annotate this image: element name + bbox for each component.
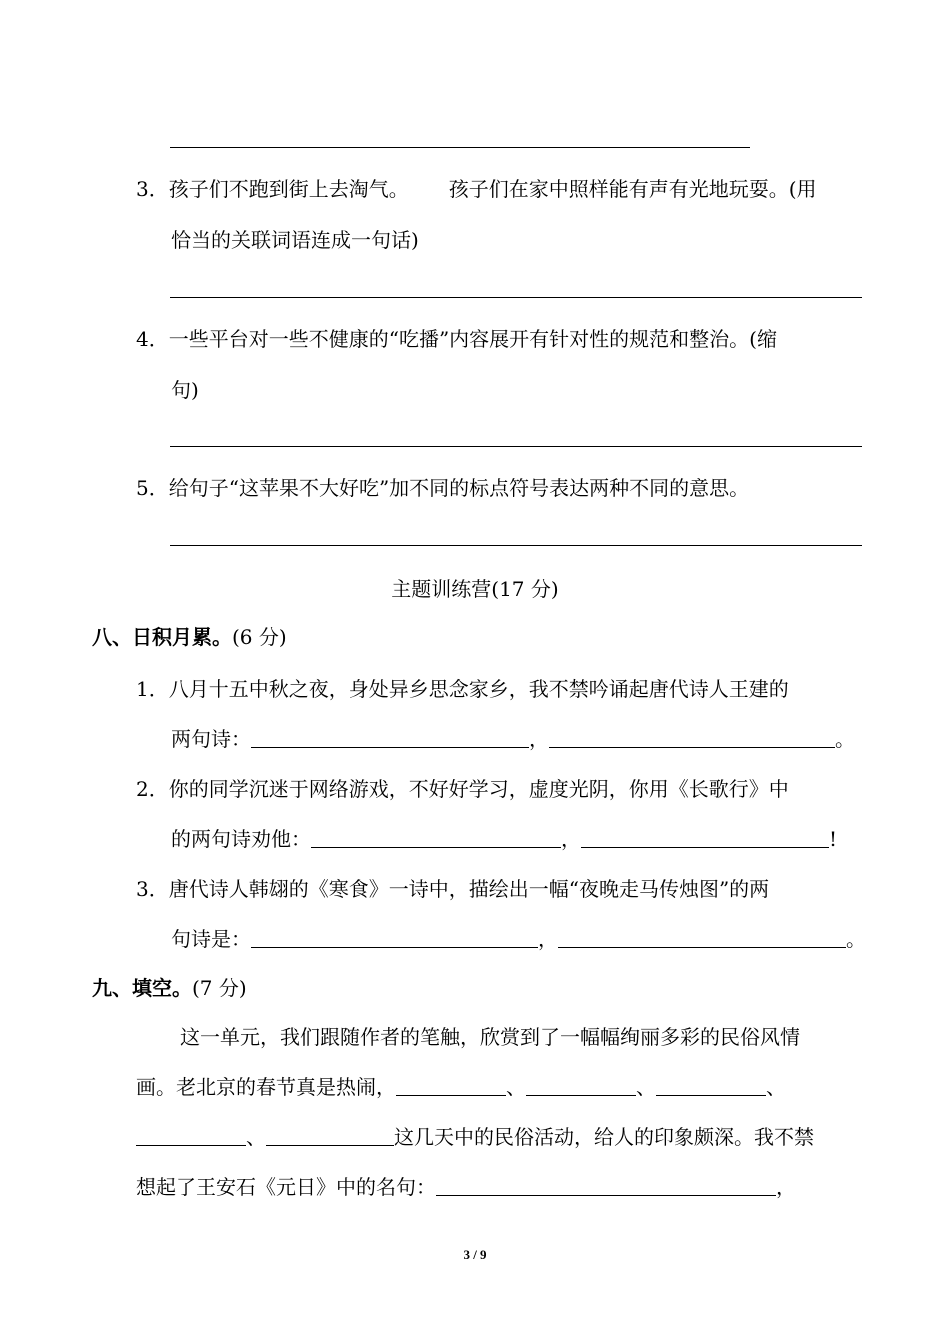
q9-end: ， [776,1175,796,1199]
q8-heading-text: 八、日积月累。 [92,625,232,649]
q8-2-line1 [136,776,789,802]
q9-heading-text: 九、填空。 [92,976,192,1000]
q8-2-prefix: 的两句诗劝他： [171,827,311,851]
q8-3-line1 [136,876,769,902]
q7-5-text: 给句子“这苹果不大好吃”加不同的标点符号表达两种不同的意思。 [168,476,750,500]
q9-blank-1[interactable] [396,1075,506,1096]
q7-4-text: 一些平台对一些不健康的“吃播”内容展开有针对性的规范和整治。(缩 [168,327,777,351]
q8-2-line2 [171,826,837,852]
q9-text-2: 画。老北京的春节真是热闹， [136,1075,396,1099]
q9-sep-3: 、 [766,1075,786,1099]
q9-heading [92,975,247,1001]
q9-text-3: 这几天中的民俗活动，给人的印象颇深。我不禁 [394,1125,814,1149]
answer-line-q2[interactable] [170,147,750,148]
q8-2-end: ! [829,827,838,851]
q8-1-blank-1[interactable] [251,727,529,748]
q8-3-prefix: 句诗是： [171,927,251,951]
q7-3-sentence-a: 孩子们不跑到街上去淘气。 [168,177,409,201]
q8-3-blank-1[interactable] [251,927,538,948]
q8-heading [92,624,287,650]
q8-3-end: 。 [846,927,866,951]
q8-1-prefix: 两句诗： [171,727,251,751]
q9-blank-6[interactable] [436,1175,776,1196]
q7-3-line1 [136,176,817,202]
q7-3-line2 [171,227,419,253]
q8-3-comma: ， [538,927,558,951]
q8-1-line2 [171,726,855,752]
q9-sep-4: 、 [246,1125,266,1149]
q7-3-number: 3． [136,177,169,201]
q9-text-1: 这一单元，我们跟随作者的笔触，欣赏到了一幅幅绚丽多彩的民俗风情 [180,1025,800,1049]
q9-blank-5[interactable] [266,1125,394,1146]
answer-line-q7-4[interactable] [170,446,862,447]
q8-1-line1 [136,676,789,702]
q7-5-line1 [136,475,749,501]
q8-2-blank-2[interactable] [581,827,829,848]
q8-score: (6 分) [232,625,287,649]
q9-blank-4[interactable] [136,1125,246,1146]
q8-3-text: 唐代诗人韩翃的《寒食》一诗中，描绘出一幅“夜晚走马传烛图”的两 [168,877,770,901]
q8-1-number: 1． [136,677,169,701]
page-number: 3 / 9 [463,1247,487,1262]
q9-sep-2: 、 [636,1075,656,1099]
q7-4-line2 [171,377,199,403]
q9-blank-2[interactable] [526,1075,636,1096]
answer-line-q7-5[interactable] [170,545,862,546]
q9-line4 [136,1174,796,1200]
q8-2-number: 2． [136,777,169,801]
q8-1-blank-2[interactable] [549,727,835,748]
q9-blank-3[interactable] [656,1075,766,1096]
q8-3-line2 [171,926,866,952]
answer-line-q7-3[interactable] [170,297,862,298]
q8-1-text: 八月十五中秋之夜，身处异乡思念家乡，我不禁吟诵起唐代诗人王建的 [168,677,789,701]
q7-5-number: 5． [136,476,169,500]
q9-text-4: 想起了王安石《元日》中的名句： [136,1175,436,1199]
q7-4-instruction: 句) [171,378,199,402]
q8-1-end: 。 [835,727,855,751]
q9-line2 [136,1074,786,1100]
q7-3-sentence-b: 孩子们在家中照样能有声有光地玩耍。(用 [448,177,817,201]
q7-4-number: 4． [136,327,169,351]
q8-3-blank-2[interactable] [558,927,846,948]
q9-score: (7 分) [192,976,247,1000]
q7-4-line1 [136,326,777,352]
q9-line1 [180,1024,800,1050]
q8-2-text: 你的同学沉迷于网络游戏，不好好学习，虚度光阴，你用《长歌行》中 [168,777,789,801]
q9-line3 [136,1124,814,1150]
q8-2-blank-1[interactable] [311,827,561,848]
q7-3-instruction: 恰当的关联词语连成一句话) [171,228,419,252]
q8-2-comma: ， [561,827,581,851]
q8-1-comma: ， [529,727,549,751]
q8-3-number: 3． [136,877,169,901]
section-title: 主题训练营(17 分) [391,577,559,601]
q9-sep-1: 、 [506,1075,526,1099]
